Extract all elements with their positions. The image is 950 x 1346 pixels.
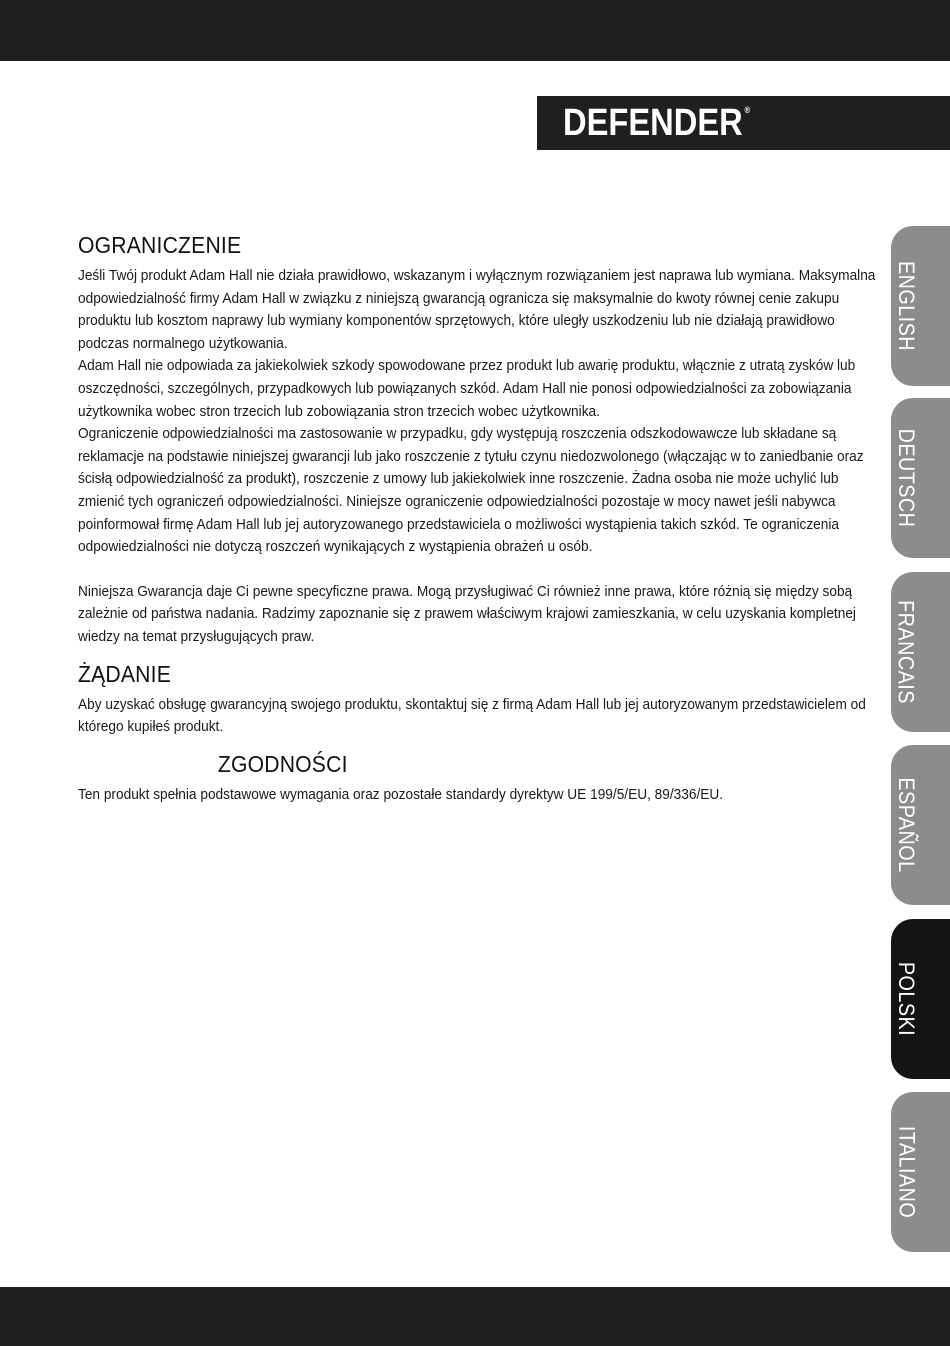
tab-label-english: ENGLISH <box>894 260 919 352</box>
claim-paragraph: Aby uzyskać obsługę gwarancyjną swojego produktu, skontaktuj się z firmą Adam Hall lub jej autoryzowanym przedstawicielem od którego kupiłeś produkt. <box>78 695 866 736</box>
header-bar <box>0 0 950 61</box>
limitation-paragraph-2: Adam Hall nie odpowiada za jakiekolwiek szkody spowodowane przez produkt lub awarię produktu, włącznie z utratą zysków lub oszczędności, szczególnych, przypadkowych lub powiązanych szkód. Adam Hall nie ponosi odpowiedzialności za zobowiązania użytkownika wobec stron trzecich lub zobowiązania stron trzecich wobec użytkownika. <box>78 357 856 420</box>
conformity-paragraph: Ten produkt spełnia podstawowe wymagania oraz pozostałe standardy dyrektyw UE 199/5/EU, 89/336/EU. <box>78 785 724 803</box>
tab-english[interactable] <box>891 226 950 386</box>
tab-label-deutsch: DEUTSCH <box>894 428 919 528</box>
spacer <box>78 559 878 581</box>
section-heading-limitation: OGRANICZENIE <box>78 232 242 258</box>
footer-bar <box>0 1287 950 1346</box>
section-heading-conformity: ZGODNOŚCI <box>217 750 348 777</box>
tab-label-francais: FRANCAIS <box>894 600 919 704</box>
registered-mark: ® <box>744 105 751 115</box>
logo-wordmark: DEFENDER <box>563 102 743 144</box>
tab-espanol[interactable] <box>891 745 950 905</box>
tab-italiano[interactable] <box>891 1092 950 1252</box>
section-heading-claim: ŻĄDANIE <box>78 660 172 687</box>
tab-label-espanol: ESPAÑOL <box>894 777 919 873</box>
tab-label-polski: POLSKI <box>893 961 919 1037</box>
tab-polski[interactable] <box>891 919 950 1079</box>
tab-deutsch[interactable] <box>891 398 950 558</box>
tab-label-italiano: ITALIANO <box>894 1125 919 1219</box>
brand-logo <box>537 96 950 150</box>
tab-francais[interactable] <box>891 572 950 732</box>
logo-text <box>563 104 750 142</box>
limitation-paragraph-1: Jeśli Twój produkt Adam Hall nie działa prawidłowo, wskazanym i wyłącznym rozwiązaniem jest naprawa lub wymiana. Maksymalna odpowiedzialność firmy Adam Hall w związku z niniejszą gwarancją ogranicza się maksymalnie do kwoty równej cenie zakupu produktu lub kosztom naprawy lub wymiany komponentów sprzętowych, które uległy uszkodzeniu lub nie działają prawidłowo podczas normalnego użytkowania. <box>78 267 876 352</box>
limitation-paragraph-3: Ograniczenie odpowiedzialności ma zastosowanie w przypadku, gdy występują roszczenia odszkodowawcze lub składane są reklamacje na podstawie niniejszej gwarancji lub jako roszczenie z tytułu czynu niedozwolonego (włączając w to zaniedbanie oraz ścisłą odpowiedzialność za produkt), roszczenie z umowy lub jakiekolwiek inne roszczenie. Żadna osoba nie może uchylić lub zmienić tych ograniczeń odpowiedzialności. Niniejsze ograniczenie odpowiedzialności pozostaje w mocy nawet jeśli nabywca poinformował firmę Adam Hall lub jej autoryzowanego przedstawiciela o możliwości wystąpienia takich szkód. Te ograniczenia odpowiedzialności nie dotyczą roszczeń wynikających z wystąpienia obrażeń u osób. <box>78 425 864 556</box>
limitation-paragraph-4: Niniejsza Gwarancja daje Ci pewne specyficzne prawa. Mogą przysługiwać Ci również inne prawa, które różnią się między sobą zależnie od państwa nadania. Radzimy zapoznanie się z prawem właściwym krajowi zamieszkania, w celu uzyskania kompletnej wiedzy na temat przysługujących praw. <box>78 582 856 645</box>
document-body <box>78 228 878 806</box>
